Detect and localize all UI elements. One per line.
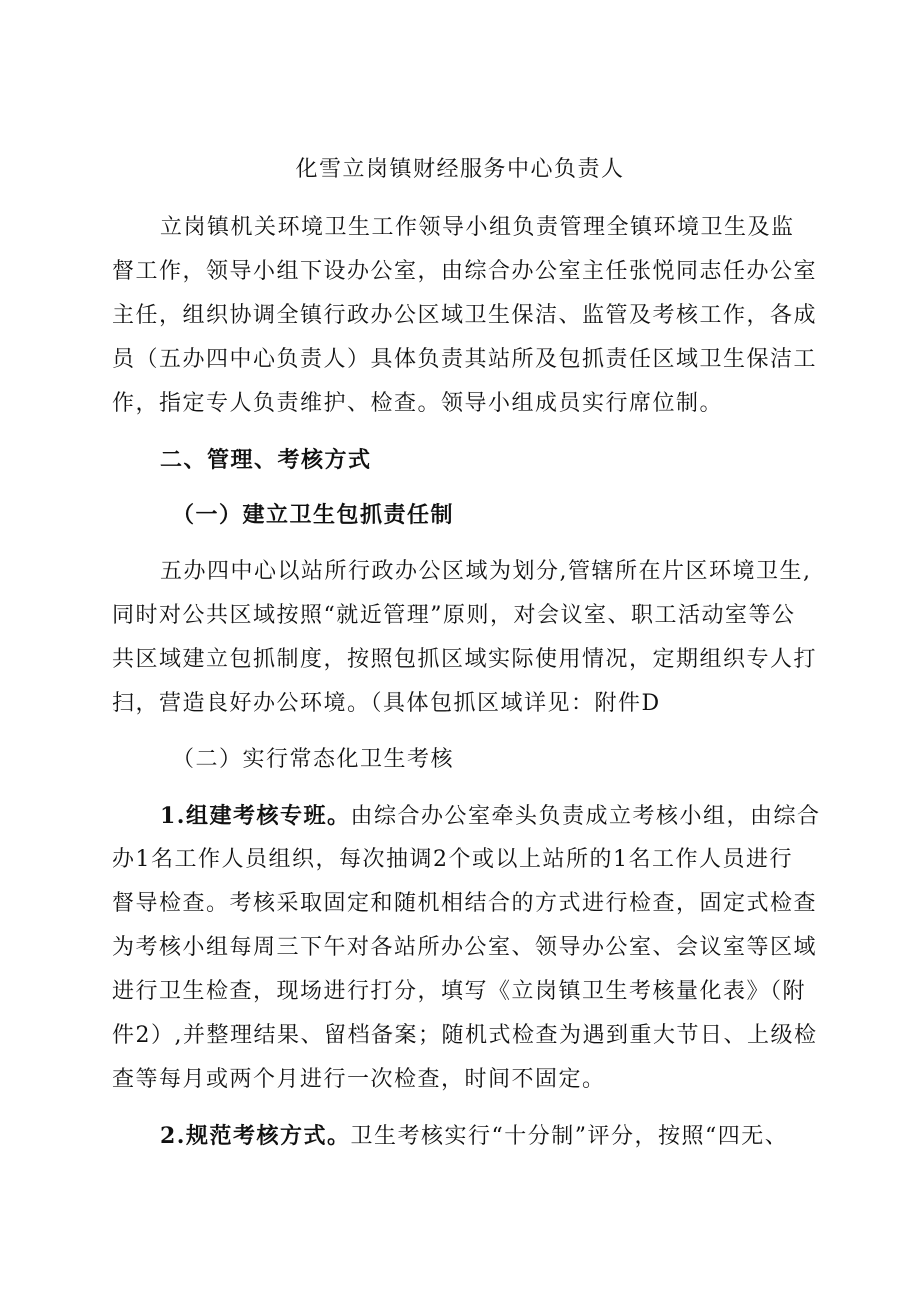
paragraph-line: 督工作，领导小组下设办公室，由综合办公室主任张悦同志任办公室 — [112, 259, 818, 284]
paragraph-line: 五办四中心以站所行政办公区域为划分,管辖所在片区环境卫生, — [160, 559, 812, 584]
item-2-text: 卫生考核实行“十分制”评分，按照“四无、 — [350, 1124, 789, 1149]
item-1-title: 1.组建考核专班。 — [160, 803, 351, 829]
paragraph-line: 员（五办四中心负责人）具体负责其站所及包抓责任区域卫生保洁工 — [112, 347, 818, 372]
paragraph-line: 督导检查。考核采取固定和随机相结合的方式进行检查，固定式检查 — [112, 891, 818, 916]
item-2-first-line — [160, 1120, 920, 1153]
paragraph-line: 扫，营造良好办公环境。（具体包抓区域详见：附件D — [112, 691, 661, 716]
title-line: 化雪立岗镇财经服务中心负责人 — [295, 157, 625, 182]
subsection-heading: （一）建立卫生包抓责任制 — [172, 502, 455, 528]
paragraph-line: 作，指定专人负责维护、检查。领导小组成员实行席位制。 — [112, 391, 724, 416]
paragraph-line: 件2）,并整理结果、留档备案；随机式检查为遇到重大节日、上级检 — [112, 1023, 818, 1048]
paragraph-line: 共区域建立包抓制度，按照包抓区域实际使用情况，定期组织专人打 — [112, 647, 818, 672]
paragraph-line: 主任，组织协调全镇行政办公区域卫生保洁、监管及考核工作，各成 — [112, 303, 818, 328]
paragraph-line: 进行卫生检查，现场进行打分，填写《立岗镇卫生考核量化表》（附 — [112, 979, 807, 1004]
paragraph-line: 同时对公共区域按照“就近管理”原则，对会议室、职工活动室等公 — [112, 603, 796, 628]
paragraph-line: 办1名工作人员组织，每次抽调2个或以上站所的1名工作人员进行 — [112, 847, 793, 872]
item-1-first-line — [160, 800, 920, 833]
paragraph-line: 立岗镇机关环境卫生工作领导小组负责管理全镇环境卫生及监 — [160, 215, 795, 240]
subsection-heading: （二）实行常态化卫生考核 — [172, 747, 455, 772]
item-1-text: 由综合办公室牵头负责成立考核小组，由综合 — [350, 804, 821, 829]
paragraph-line: 为考核小组每周三下午对各站所办公室、领导办公室、会议室等区域 — [112, 935, 818, 960]
paragraph-line: 查等每月或两个月进行一次检查，时间不固定。 — [112, 1067, 606, 1092]
section-heading: 二、管理、考核方式 — [160, 447, 372, 473]
item-2-title: 2.规范考核方式。 — [160, 1123, 351, 1149]
